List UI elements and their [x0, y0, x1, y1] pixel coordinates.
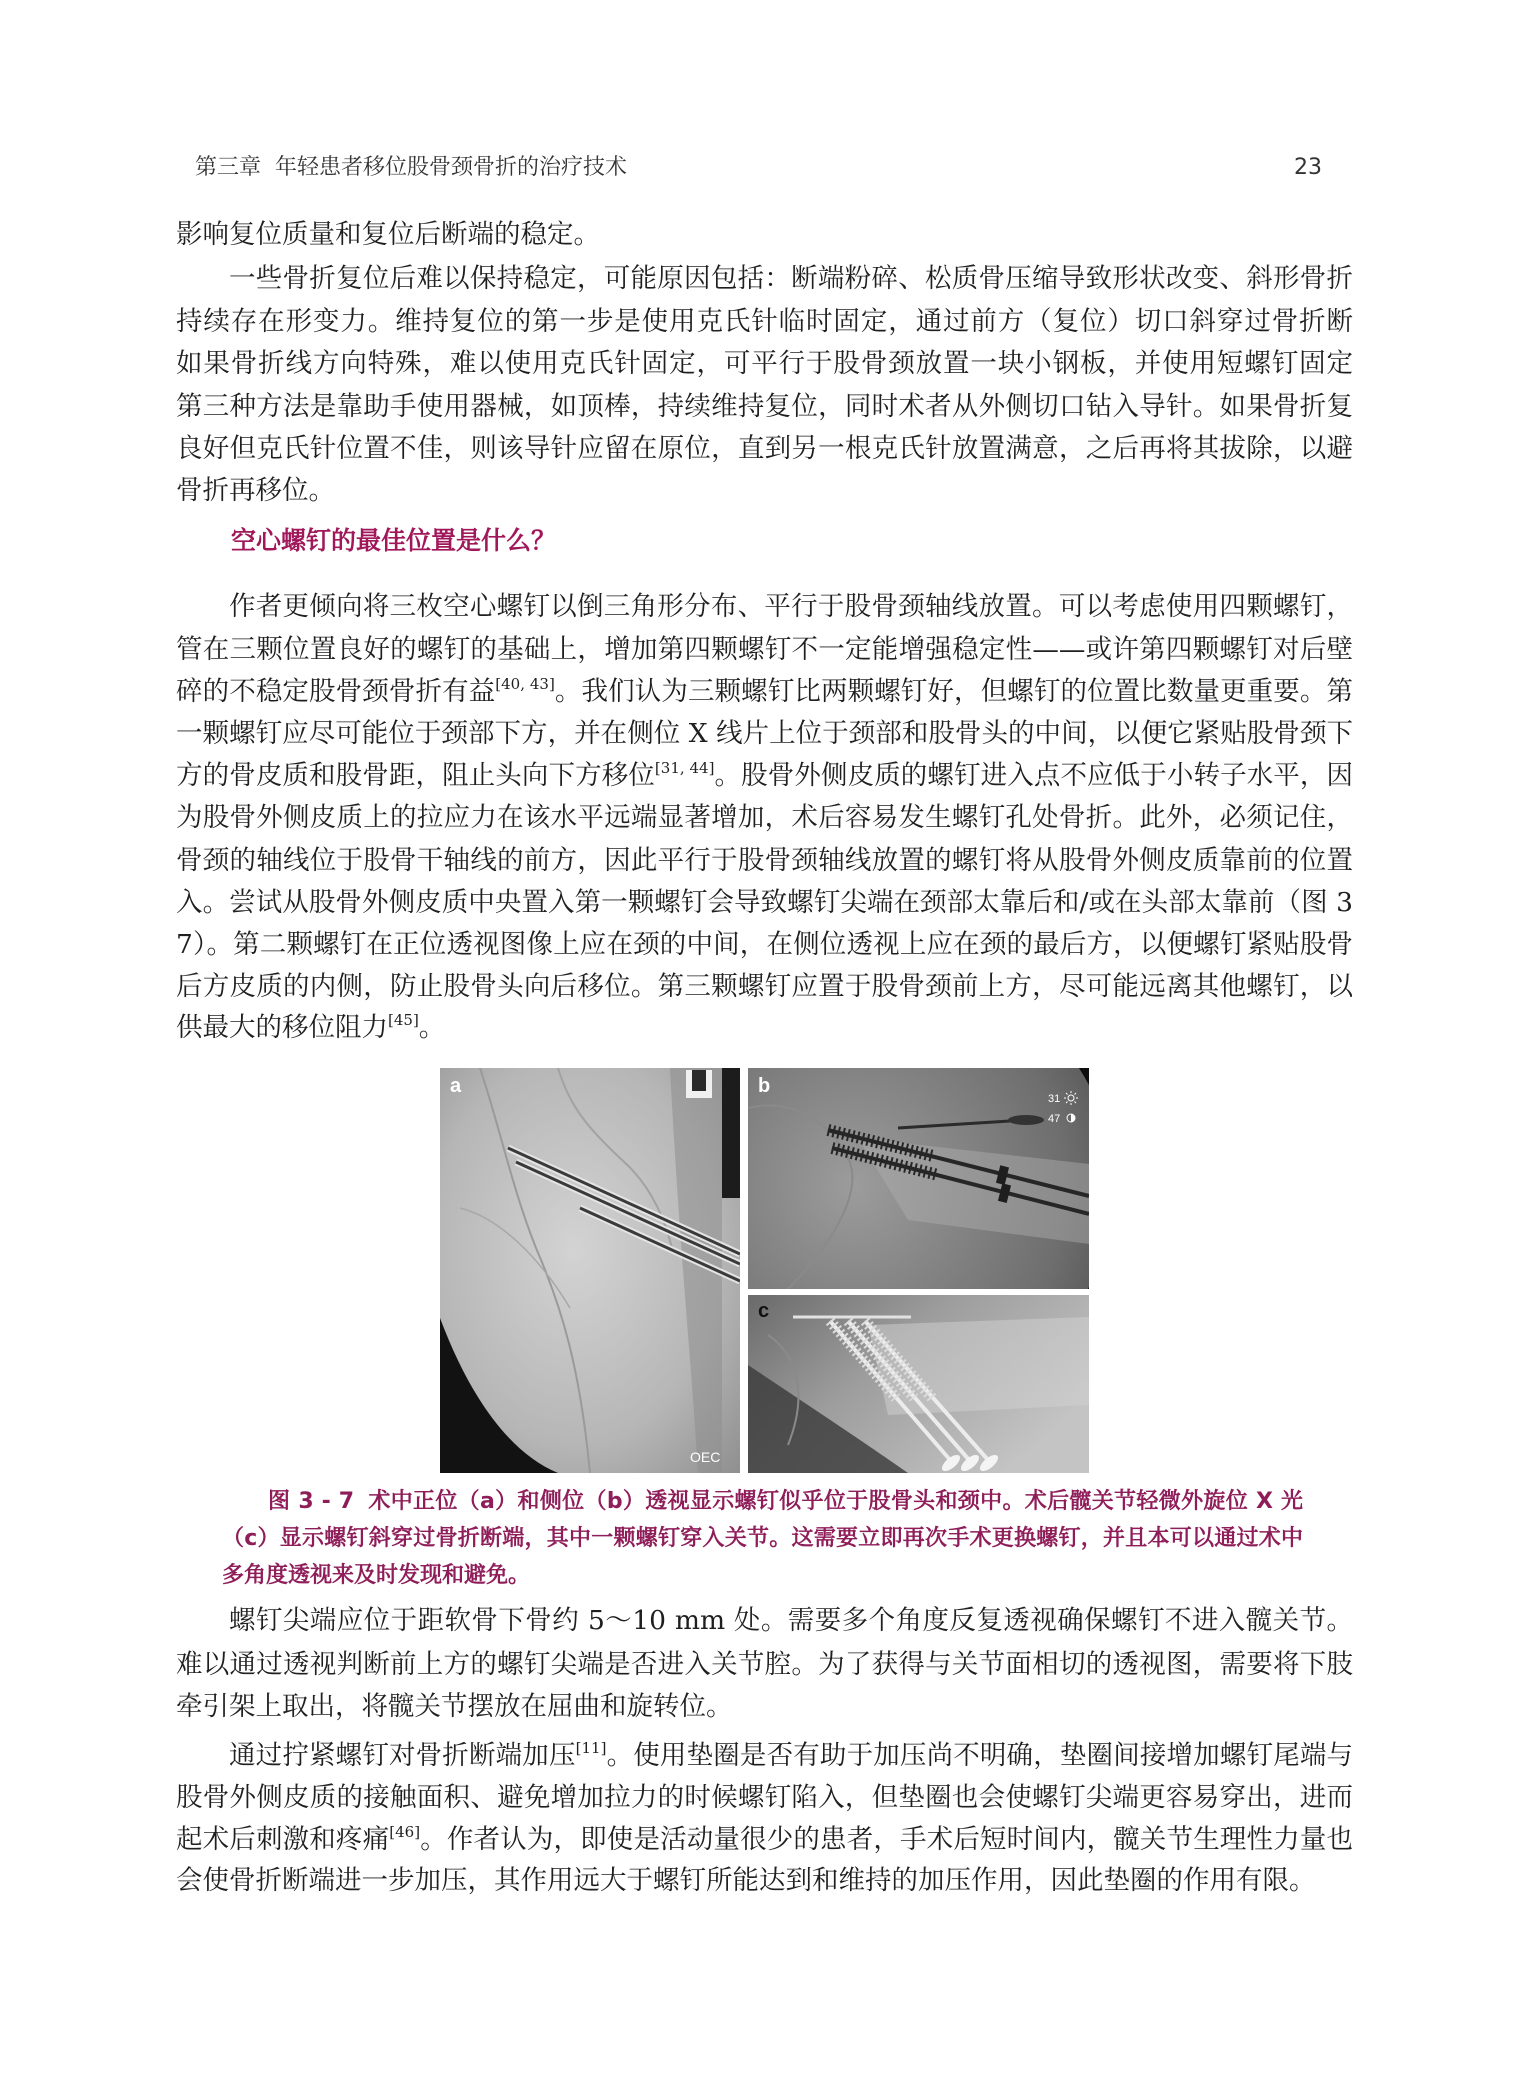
running-header-chapter: 第三章 [195, 155, 262, 180]
field-edge [722, 1068, 740, 1198]
body-line-text: 。作者认为，即使是活动量很少的患者，手术后短时间内，髋关节生理性力量也 [420, 1824, 1353, 1855]
section-heading: 空心螺钉的最佳位置是什么？ [231, 526, 557, 555]
figure-panel-b [748, 1068, 1089, 1289]
body-line: 7）。第二颗螺钉在正位透视图像上应在颈的中间，在侧位透视上应在颈的最后方，以便螺钉紧贴股骨 [176, 929, 1353, 960]
body-line-text: 。使用垫圈是否有助于加压尚不明确，垫圈间接增加螺钉尾端与 [606, 1740, 1353, 1771]
figure-number: 图 3 - 7 [268, 1489, 355, 1514]
body-line: 良好但克氏针位置不佳，则该导针应留在原位，直到另一根克氏针放置满意，之后再将其拔除，以避 [176, 433, 1353, 464]
figure-panel-a [440, 1068, 740, 1473]
body-line: 持续存在形变力。维持复位的第一步是使用克氏针临时固定，通过前方（复位）切口斜穿过骨折断 [176, 306, 1353, 337]
body-line: 一颗螺钉应尽可能位于颈部下方，并在侧位 X 线片上位于颈部和股骨头的中间，以便它紧贴股骨颈下 [176, 718, 1353, 749]
figure-caption-text: 术中正位（a）和侧位（b）透视显示螺钉似乎位于股骨头和颈中。术后髋关节轻微外旋位 X 光 [368, 1489, 1303, 1514]
body-line [176, 1735, 1353, 1777]
body-line [176, 343, 1353, 385]
body-line: 为股骨外侧皮质上的拉应力在该水平远端显著增加，术后容易发生螺钉孔处骨折。此外，必须记住， [176, 802, 1353, 833]
body-line: 第三种方法是靠助手使用器械，如顶棒，持续维持复位，同时术者从外侧切口钻入导针。如果骨折复 [176, 391, 1353, 422]
body-line: 会使骨折断端进一步加压，其作用远大于螺钉所能达到和维持的加压作用，因此垫圈的作用有限。 [176, 1865, 1316, 1896]
contrast-readout: 47 [1048, 1113, 1061, 1125]
body-line: 难以通过透视判断前上方的螺钉尖端是否进入关节腔。为了获得与关节面相切的透视图，需要将下肢 [176, 1649, 1353, 1680]
body-line: 骨折再移位。 [176, 475, 335, 506]
panel-label: b [758, 1075, 771, 1097]
body-line: 管在三颗位置良好的螺钉的基础上，增加第四颗螺钉不一定能增强稳定性——或许第四颗螺钉对后壁 [176, 634, 1353, 665]
body-line: 骨颈的轴线位于股骨干轴线的前方，因此平行于股骨颈轴线放置的螺钉将从股骨外侧皮质靠前的位置 [176, 845, 1353, 876]
body-line: 牵引架上取出，将髋关节摆放在屈曲和旋转位。 [176, 1691, 733, 1722]
body-line: 入。尝试从股骨外侧皮质中央置入第一颗螺钉会导致螺钉尖端在颈部太靠后和/或在头部太靠前（图 3 [176, 887, 1353, 918]
page-number: 23 [1294, 155, 1322, 180]
brightness-readout: 31 [1048, 1093, 1061, 1105]
citation: [11] [575, 1739, 607, 1757]
body-line-text: 通过拧紧螺钉对骨折断端加压 [229, 1740, 576, 1771]
body-line-text: 方的骨皮质和股骨距，阻止头向下方移位 [176, 760, 655, 791]
body-line-text: 如果骨折线方向特殊，难以使用克氏针固定，可平行于股骨颈放置一块小钢板，并使用短螺钉固定 [176, 348, 1353, 379]
figure-panel-c [748, 1295, 1089, 1473]
body-line-text: 。股骨外侧皮质的螺钉进入点不应低于小转子水平，因 [714, 760, 1353, 791]
body-line [176, 671, 1353, 713]
citation: [46] [389, 1823, 421, 1841]
body-line [176, 1007, 1353, 1049]
running-header-title: 年轻患者移位股骨颈骨折的治疗技术 [275, 155, 628, 180]
body-line-text: 起术后刺激和疼痛 [176, 1824, 390, 1855]
figure-3-7 [440, 1068, 1089, 1473]
device-mark: OEC [690, 1449, 721, 1465]
body-line: 作者更倾向将三枚空心螺钉以倒三角形分布、平行于股骨颈轴线放置。可以考虑使用四颗螺钉， [229, 591, 1353, 622]
panel-label: c [758, 1300, 770, 1322]
body-line: 螺钉尖端应位于距软骨下骨约 5～10 mm 处。需要多个角度反复透视确保螺钉不进入髋关节。 [229, 1605, 1353, 1636]
citation: [40, 43] [495, 675, 555, 693]
side-marker [692, 1070, 706, 1091]
body-line-text: 碎的不稳定股骨颈骨折有益 [176, 676, 496, 707]
body-line: 股骨外侧皮质的接触面积、避免增加拉力的时候螺钉陷入，但垫圈也会使螺钉尖端更容易穿出，进而 [176, 1782, 1353, 1813]
citation: [45] [388, 1011, 419, 1029]
body-line-text: 供最大的移位阻力 [176, 1012, 388, 1043]
panel-label: a [450, 1075, 462, 1097]
body-line: 影响复位质量和复位后断端的稳定。 [176, 219, 600, 250]
figure-caption-line: （c）显示螺钉斜穿过骨折断端，其中一颗螺钉穿入关节。这需要立即再次手术更换螺钉，并且本可以通过术中 [222, 1526, 1303, 1551]
citation: [31, 44] [654, 759, 715, 777]
body-line [176, 755, 1353, 797]
instrument [1008, 1115, 1044, 1125]
body-line [176, 1819, 1353, 1861]
figure-caption-line: 多角度透视来及时发现和避免。 [222, 1563, 531, 1588]
body-line: 一些骨折复位后难以保持稳定，可能原因包括：断端粉碎、松质骨压缩导致形状改变、斜形骨折 [229, 263, 1353, 294]
body-line-text: 。 [418, 1012, 446, 1043]
body-line-text: 。我们认为三颗螺钉比两颗螺钉好，但螺钉的位置比数量更重要。第 [554, 676, 1353, 707]
figure-caption-line [222, 1485, 1303, 1519]
body-line: 后方皮质的内侧，防止股骨头向后移位。第三颗螺钉应置于股骨颈前上方，尽可能远离其他螺钉，以 [176, 971, 1353, 1002]
